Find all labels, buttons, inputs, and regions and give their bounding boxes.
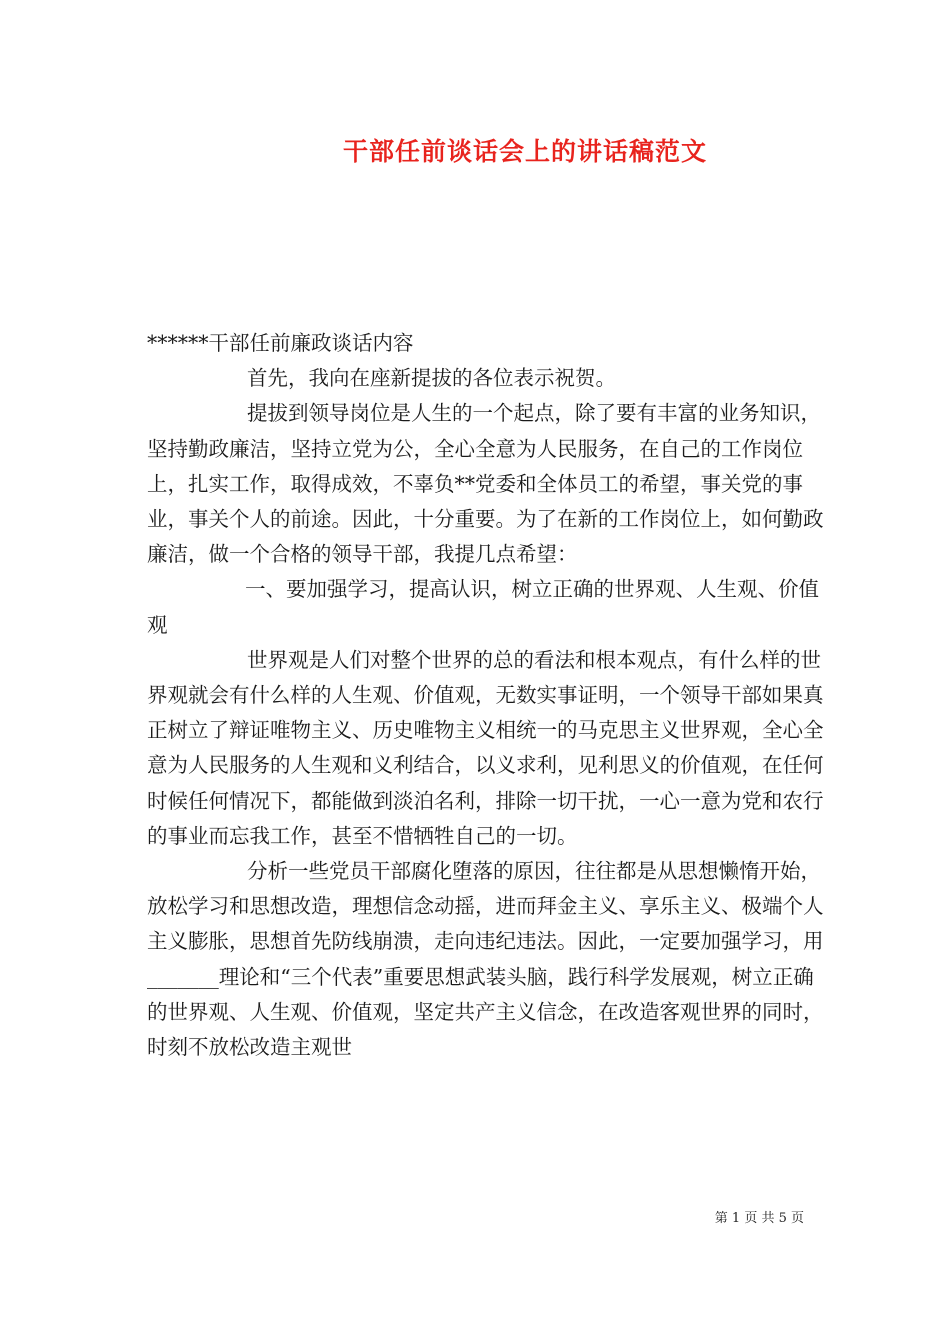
document-title: 干部任前谈话会上的讲话稿范文 (342, 137, 707, 166)
section-heading-1: 一、要加强学习，提高认识，树立正确的世界观、人生观、价值观 (147, 577, 819, 637)
document-body (147, 326, 827, 1065)
paragraph-congratulations: 首先，我向在座新提拔的各位表示祝贺。 (247, 366, 616, 391)
paragraph-analysis: 分析一些党员干部腐化堕落的原因，往往都是从思想懒惰开始，放松学习和思想改造，理想信念动摇，进而拜金主义、享乐主义、极端个人主义膨胀，思想首先防线崩溃，走向违纪违法。因此，一定要加强学习，用_______理论和“三个代表”重要思想武装头脑，践行科学发展观，树立正确的世界观、人生观、价值观，坚定共产主义信念，在改造客观世界的同时，时刻不放松改造主观世 (147, 859, 824, 1060)
subheading: ******干部任前廉政谈话内容 (147, 331, 414, 355)
paragraph-worldview: 世界观是人们对整个世界的总的看法和根本观点，有什么样的世界观就会有什么样的人生观、价值观，无数实事证明，一个领导干部如果真正树立了辩证唯物主义、历史唯物主义相统一的马克思主义世界观，全心全意为人民服务的人生观和义利结合，以义求利，见利思义的价值观，在任何时候任何情况下，都能做到淡泊名利，排除一切干扰，一心一意为党和农行的事业而忘我工作，甚至不惜牺牲自己的一切。 (147, 647, 824, 848)
paragraph-promotion: 提拔到领导岗位是人生的一个起点，除了要有丰富的业务知识，坚持勤政廉洁，坚持立党为公，全心全意为人民服务，在自己的工作岗位上，扎实工作，取得成效，不辜负**党委和全体员工的希望，事关党的事业，事关个人的前途。因此，十分重要。为了在新的工作岗位上，如何勤政廉洁，做一个合格的领导干部，我提几点希望： (147, 401, 824, 567)
page-footer: 第 1 页 共 5 页 (714, 1211, 804, 1226)
